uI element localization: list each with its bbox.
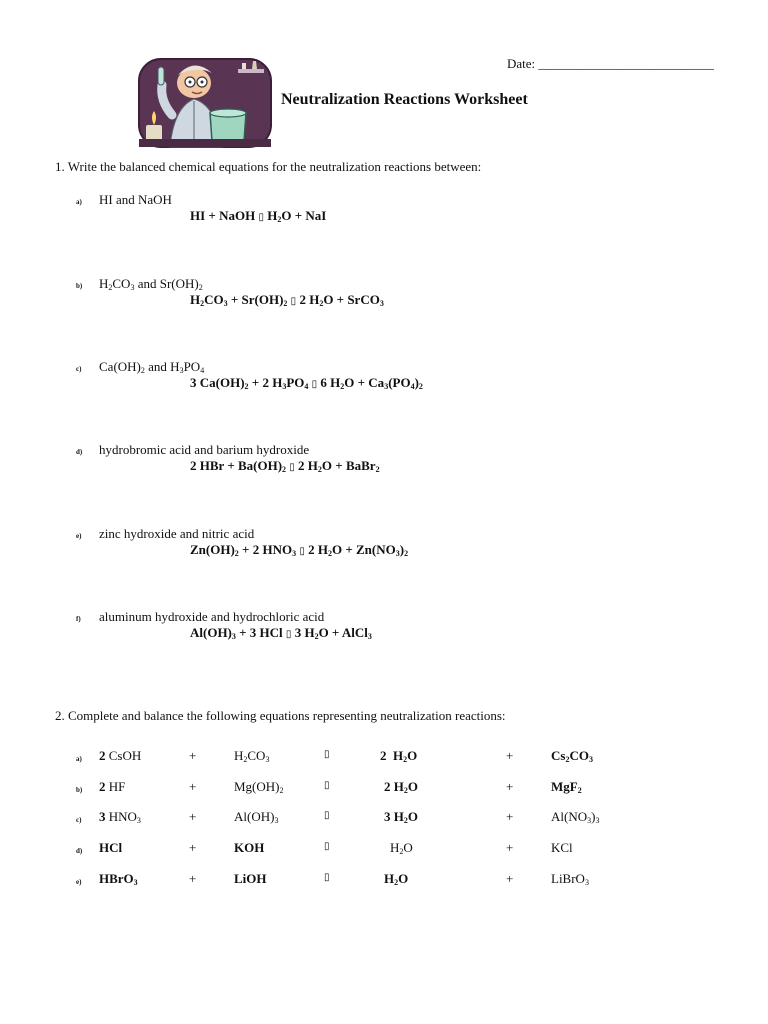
question-2-prompt: 2. Complete and balance the following equations representing neutralization reactions: — [55, 708, 506, 723]
row-letter: e) — [76, 878, 82, 886]
plus-sign: + — [189, 779, 197, 794]
item-reactants: $Ca(OH)_2$ and $H_3PO_4$ — [99, 359, 205, 375]
product-2: $Cs_2CO_3$ — [551, 748, 593, 764]
product-2: $Al(NO_3)_3$ — [551, 809, 600, 825]
arrow-placeholder: ▯ — [324, 810, 330, 821]
item-reactants: aluminum hydroxide and hydrochloric acid — [99, 609, 325, 624]
product-2: MgF$_2$ — [551, 779, 582, 795]
reactant-2: $H_2CO_3$ — [234, 748, 270, 764]
reactant-1: 3 $HNO_3$ — [99, 809, 141, 825]
item-reactants: hydrobromic acid and barium hydroxide — [99, 442, 310, 457]
item-reactants: zinc hydroxide and nitric acid — [99, 526, 255, 541]
reactant-2: $Al(OH)_3$ — [234, 809, 279, 825]
product-2: KCl — [551, 840, 573, 855]
product-1: $H_2O$ — [390, 840, 413, 856]
reactant-2: $Mg(OH)_2$ — [234, 779, 284, 795]
item-answer: $Zn(OH)_2 + 2$ $HNO_3$ ▯ 2 $H_2O + Zn(NO_3)_2$ — [190, 542, 409, 558]
plus-sign: + — [506, 840, 514, 855]
arrow-placeholder: ▯ — [324, 841, 330, 852]
reactant-1: 2 CsOH — [99, 748, 142, 763]
reactant-1: 2 HF — [99, 779, 126, 794]
reactant-1: HBrO$_3$ — [99, 871, 138, 887]
plus-sign: + — [506, 748, 514, 763]
item-answer: 2 HBr + $Ba(OH)_2$ ▯ 2 $H_2O$ + BaBr$_2$ — [190, 458, 380, 474]
item-letter: e) — [76, 532, 82, 540]
plus-sign: + — [506, 809, 514, 824]
product-2: LiBrO$_3$ — [551, 871, 589, 887]
scientist-clipart — [136, 55, 274, 150]
item-letter: d) — [76, 448, 83, 456]
question-1-prompt: 1. Write the balanced chemical equations for the neutralization reactions between: — [55, 159, 482, 174]
item-answer: $H_2CO_3 + Sr(OH)_2$ ▯ 2 $H_2O$ + SrCO$_3$ — [190, 292, 384, 308]
arrow-placeholder: ▯ — [324, 749, 330, 760]
item-letter: c) — [76, 365, 82, 373]
plus-sign: + — [189, 809, 197, 824]
item-answer: HI + NaOH ▯ $H_2O$ + NaI — [190, 208, 327, 224]
item-reactants: $H_2CO_3$ and $Sr(OH)_2$ — [99, 276, 203, 292]
worksheet-title: Neutralization Reactions Worksheet — [281, 91, 528, 108]
item-reactants: HI and NaOH — [99, 192, 172, 207]
item-letter: a) — [76, 198, 82, 206]
item-answer: $Al(OH)_3 + 3$ HCl ▯ 3 $H_2O$ + AlCl$_3$ — [190, 625, 372, 641]
product-1: 2 $H_2O$ — [380, 748, 418, 764]
reactant-2: KOH — [234, 840, 265, 855]
date-field[interactable]: Date: ___________________________ — [507, 56, 714, 71]
arrow-placeholder: ▯ — [324, 872, 330, 883]
item-answer: 3 $Ca(OH)_2 + 2$ $H_3PO_4$ ▯ 6 $H_2O + Ca_3(PO_4)_2$ — [190, 375, 423, 391]
reactant-1: HCl — [99, 840, 123, 855]
plus-sign: + — [506, 871, 514, 886]
arrow-placeholder: ▯ — [324, 780, 330, 791]
product-1: 3 $H_2O$ — [384, 809, 418, 825]
item-letter: f) — [76, 615, 81, 623]
item-letter: b) — [76, 282, 83, 290]
reactant-2: LiOH — [234, 871, 267, 886]
row-letter: c) — [76, 816, 82, 824]
plus-sign: + — [189, 871, 197, 886]
row-letter: d) — [76, 847, 83, 855]
row-letter: a) — [76, 755, 82, 763]
plus-sign: + — [189, 840, 197, 855]
row-letter: b) — [76, 786, 83, 794]
plus-sign: + — [189, 748, 197, 763]
product-1: 2 $H_2O$ — [384, 779, 418, 795]
product-1: $H_2O$ — [384, 871, 409, 887]
plus-sign: + — [506, 779, 514, 794]
